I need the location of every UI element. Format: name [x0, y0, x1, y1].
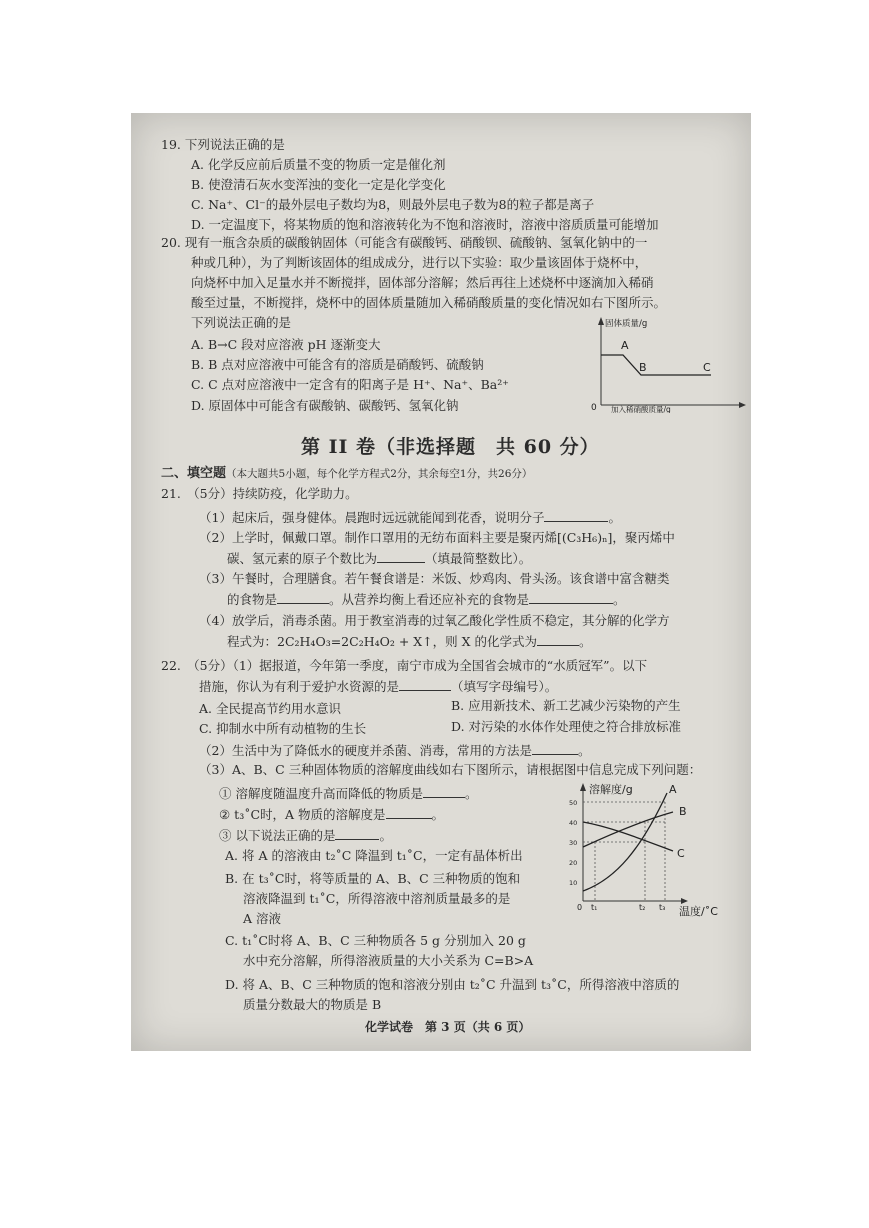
q21-blank-4[interactable] [529, 591, 613, 604]
q19-option-c: C. Na⁺、Cl⁻的最外层电子数均为8，则最外层电子数为8的粒子都是离子 [191, 197, 595, 212]
q22-graph-xlabel: 温度/˚C [679, 905, 718, 917]
q20-graph-origin: 0 [591, 403, 597, 413]
q22-graph-xtick-t1: t₁ [591, 903, 598, 912]
exam-page [131, 113, 751, 1051]
q22-graph-ytick-50: 50 [569, 799, 578, 807]
q21-part4a: （4）放学后，消毒杀菌。用于教室消毒的过氧乙酸化学性质不稳定，其分解的化学方 [199, 613, 670, 628]
q22-choice-b-line1: B. 在 t₃˚C时，将等质量的 A、B、C 三种物质的饱和 [225, 871, 521, 886]
q22-option-c: C. 抑制水中所有动植物的生长 [199, 721, 367, 736]
q20-option-c: C. C 点对应溶液中一定含有的阳离子是 H⁺、Na⁺、Ba²⁺ [191, 377, 509, 392]
section2-heading-label: 二、填空题 [161, 466, 227, 481]
q21-blank-3[interactable] [277, 591, 329, 604]
part2-title: 第 II 卷（非选择题 共 60 分） [301, 436, 600, 458]
q22-blank-4[interactable] [386, 806, 432, 819]
q20-graph-point-a: A [621, 339, 629, 352]
q22-part3: （3）A、B、C 三种固体物质的溶解度曲线如右下图所示，请根据图中信息完成下列问题： [199, 762, 702, 777]
section2-heading [161, 465, 532, 482]
q20-stem-line2: 种或几种），为了判断该固体的组成成分，进行以下实验：取少量该固体于烧杯中， [191, 255, 648, 270]
q21-part1: （1）起床后，强身健体。晨跑时远远就能闻到花香，说明分子 。 [199, 510, 621, 525]
q22-blank-1[interactable] [399, 678, 451, 691]
q22-sub1: ① 溶解度随温度升高而降低的物质是 。 [219, 786, 478, 801]
q22-sub3: ③ 以下说法正确的是 。 [219, 828, 392, 843]
q22-sub3-text: ③ 以下说法正确的是 [219, 828, 336, 843]
q20-option-d: D. 原固体中可能含有碳酸钠、碳酸钙、氢氧化钠 [191, 398, 459, 413]
q21-part2b [227, 550, 531, 567]
q21-part3b: 的食物是 。从营养均衡上看还应补充的食物是 。 [227, 592, 626, 607]
q20-stem-line5: 下列说法正确的是 [191, 315, 292, 330]
q20-solid-mass-graph [581, 315, 746, 413]
q22-stem: 22. （5分）（1）据报道，今年第一季度，南宁市成为全国省会城市的“水质冠军”。以下 [161, 658, 648, 673]
q20-stem-line4: 酸至过量，不断搅拌，烧杯中的固体质量随加入稀硝酸质量的变化情况如右下图所示。 [191, 295, 667, 310]
q22-blank-3[interactable] [423, 785, 465, 798]
q22-stem-line2-tail: （填写字母编号）。 [451, 679, 558, 694]
q22-graph-ytick-30: 30 [569, 839, 578, 847]
q22-option-b: B. 应用新技术、新工艺减少污染物的产生 [451, 698, 681, 713]
q22-sub2: ② t₃˚C时，A 物质的溶解度是 。 [219, 807, 445, 822]
q22-part2: （2）生活中为了降低水的硬度并杀菌、消毒，常用的方法是 。 [199, 743, 591, 758]
q21-part3b-text: 的食物是 [227, 592, 278, 607]
q22-option-d: D. 对污染的水体作处理使之符合排放标准 [451, 719, 682, 734]
q22-stem-line2-text: 措施，你认为有利于爱护水资源的是 [199, 679, 400, 694]
q21-part3b-mid: 。从营养均衡上看还应补充的食物是 [329, 592, 530, 607]
q22-solubility-graph [561, 779, 741, 917]
q21-part4b-text: 程式为：2C₂H₄O₃=2C₂H₄O₂ + X↑，则 X 的化学式为 [227, 634, 538, 649]
q20-stem-line3: 向烧杯中加入足量水并不断搅拌，固体部分溶解；然后再往上述烧杯中逐滴加入稀硝 [191, 275, 654, 290]
q22-choice-c-line1: C. t₁˚C时将 A、B、C 三种物质各 5 g 分别加入 20 g [225, 933, 526, 948]
q22-graph-ytick-40: 40 [569, 819, 578, 827]
q19-option-b: B. 使澄清石灰水变浑浊的变化一定是化学变化 [191, 177, 446, 192]
q22-choice-d-line1: D. 将 A、B、C 三种物质的饱和溶液分别由 t₂˚C 升温到 t₃˚C，所得溶液中溶质的 [225, 977, 680, 992]
q21-stem: 21. （5分）持续防疫，化学助力。 [161, 486, 358, 501]
q21-part4b: 程式为：2C₂H₄O₃=2C₂H₄O₂ + X↑，则 X 的化学式为 。 [227, 634, 592, 649]
q22-graph-ytick-20: 20 [569, 859, 578, 867]
q22-graph-xtick-t3: t₃ [659, 903, 666, 912]
q20-option-a: A. B→C 段对应溶液 pH 逐渐变大 [191, 337, 381, 352]
q21-part2a: （2）上学时，佩戴口罩。制作口罩用的无纺布面料主要是聚丙烯[(C₃H₆)ₙ]，聚丙烯中 [199, 530, 675, 545]
q20-graph-point-b: B [639, 361, 647, 374]
q22-sub2-text: ② t₃˚C时，A 物质的溶解度是 [219, 807, 386, 822]
q20-graph-xlabel: 加入稀硝酸质量/g [611, 405, 671, 413]
q21-blank-2[interactable] [377, 550, 425, 563]
q22-graph-curve-a: A [669, 783, 677, 796]
q19-option-a: A. 化学反应前后质量不变的物质一定是催化剂 [191, 157, 446, 172]
q22-graph-curve-c: C [677, 847, 685, 860]
q22-blank-5[interactable] [335, 827, 379, 840]
q22-choice-a: A. 将 A 的溶液由 t₂˚C 降温到 t₁˚C，一定有晶体析出 [225, 848, 523, 863]
q22-graph-ytick-10: 10 [569, 879, 578, 887]
q22-choice-b-line3: A 溶液 [243, 911, 282, 926]
q19-option-d: D. 一定温度下，将某物质的饱和溶液转化为不饱和溶液时，溶液中溶质质量可能增加 [191, 217, 659, 232]
section2-heading-note: （本大题共5小题，每个化学方程式2分，其余每空1分，共26分） [226, 468, 533, 480]
q21-part2b-text: 碳、氢元素的原子个数比为 [227, 551, 378, 566]
q22-sub1-text: ① 溶解度随温度升高而降低的物质是 [219, 786, 423, 801]
q22-choice-d-line2: 质量分数最大的物质是 B [243, 997, 382, 1012]
q22-graph-curve-b: B [679, 805, 687, 818]
q22-blank-2[interactable] [532, 742, 578, 755]
q20-graph-ylabel: 固体质量/g [605, 319, 648, 329]
q21-part3a: （3）午餐时，合理膳食。若午餐食谱是：米饭、炒鸡肉、骨头汤。该食谱中富含糖类 [199, 571, 670, 586]
q22-graph-xtick-0: 0 [577, 903, 583, 912]
q22-graph-xtick-t2: t₂ [639, 903, 646, 912]
q22-graph-ylabel: 溶解度/g [589, 783, 633, 796]
q22-choice-c-line2: 水中充分溶解，所得溶液质量的大小关系为 C=B>A [243, 953, 534, 968]
q20-option-b: B. B 点对应溶液中可能含有的溶质是硝酸钙、硫酸钠 [191, 357, 484, 372]
q21-blank-5[interactable] [537, 633, 579, 646]
q22-option-a: A. 全民提高节约用水意识 [199, 701, 341, 716]
q22-choice-b-line2: 溶液降温到 t₁˚C，所得溶液中溶剂质量最多的是 [243, 891, 511, 906]
q19-stem: 19. 下列说法正确的是 [161, 137, 285, 152]
q21-blank-1[interactable] [544, 509, 608, 522]
q22-part2-text: （2）生活中为了降低水的硬度并杀菌、消毒，常用的方法是 [199, 743, 532, 758]
q21-part2b-tail: （填最简整数比）。 [425, 551, 532, 566]
q20-stem-line1: 20. 现有一瓶含杂质的碳酸钠固体（可能含有碳酸钙、硝酸钡、硫酸钠、氢氧化钠中的一 [161, 235, 648, 250]
page-footer: 化学试卷 第 3 页（共 6 页） [365, 1020, 531, 1034]
q21-part1-text: （1）起床后，强身健体。晨跑时远远就能闻到花香，说明分子 [199, 510, 545, 525]
q22-stem-line2 [199, 678, 557, 695]
q20-graph-point-c: C [703, 361, 711, 374]
